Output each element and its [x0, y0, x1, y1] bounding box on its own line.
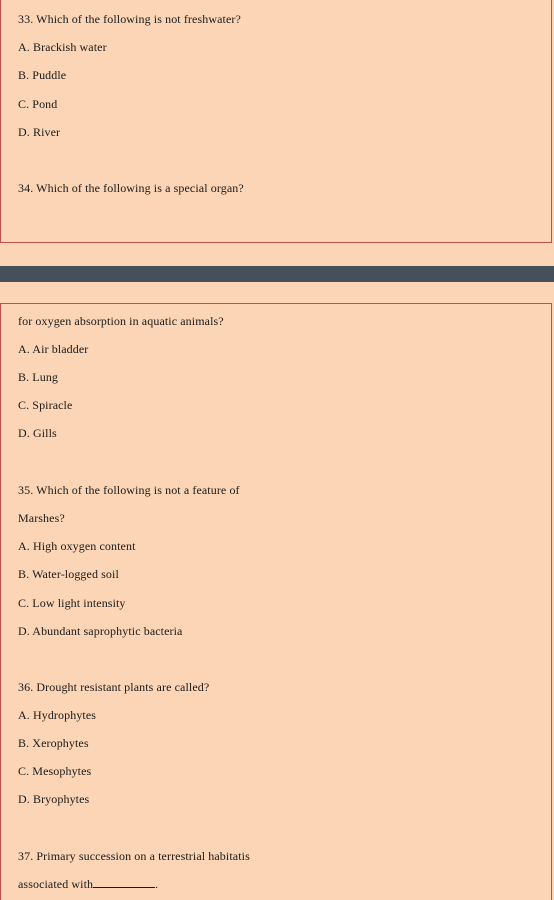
question-35-text-line1: 35. Which of the following is not a feature of [18, 483, 240, 497]
question-35-option-b: B. Water-logged soil [18, 567, 119, 581]
question-36-option-a: A. Hydrophytes [18, 708, 97, 722]
question-35-text-line2: Marshes? [18, 511, 65, 525]
question-37-text-line1: 37. Primary succession on a terrestrial habitatis [18, 849, 250, 863]
question-33-option-d: D. River [18, 125, 61, 139]
question-34-option-d: D. Gills [18, 426, 57, 440]
question-37-period: . [155, 877, 159, 891]
question-37-text-line2 [18, 877, 158, 891]
question-36-option-d: D. Bryophytes [18, 792, 90, 806]
question-36-option-b: B. Xerophytes [18, 736, 89, 750]
page-separator [0, 266, 554, 282]
answer-blank [93, 877, 155, 888]
question-33-option-a: A. Brackish water [18, 40, 107, 54]
question-34-option-b: B. Lung [18, 370, 59, 384]
question-33-option-b: B. Puddle [18, 68, 67, 82]
question-34-text: 34. Which of the following is a special organ? [18, 181, 244, 195]
question-35-option-a: A. High oxygen content [18, 539, 136, 553]
document-page-bottom [0, 303, 552, 900]
question-36-text: 36. Drought resistant plants are called? [18, 680, 210, 694]
question-33-option-c: C. Pond [18, 97, 58, 111]
question-35-option-d: D. Abundant saprophytic bacteria [18, 624, 183, 638]
question-34-option-a: A. Air bladder [18, 342, 89, 356]
question-33-text: 33. Which of the following is not freshwater? [18, 12, 241, 26]
document-page-top [0, 0, 552, 243]
question-34-continuation: for oxygen absorption in aquatic animals? [18, 314, 224, 328]
question-37-stem: associated with [18, 877, 94, 891]
question-36-option-c: C. Mesophytes [18, 764, 92, 778]
question-35-option-c: C. Low light intensity [18, 596, 126, 610]
question-34-option-c: C. Spiracle [18, 398, 73, 412]
